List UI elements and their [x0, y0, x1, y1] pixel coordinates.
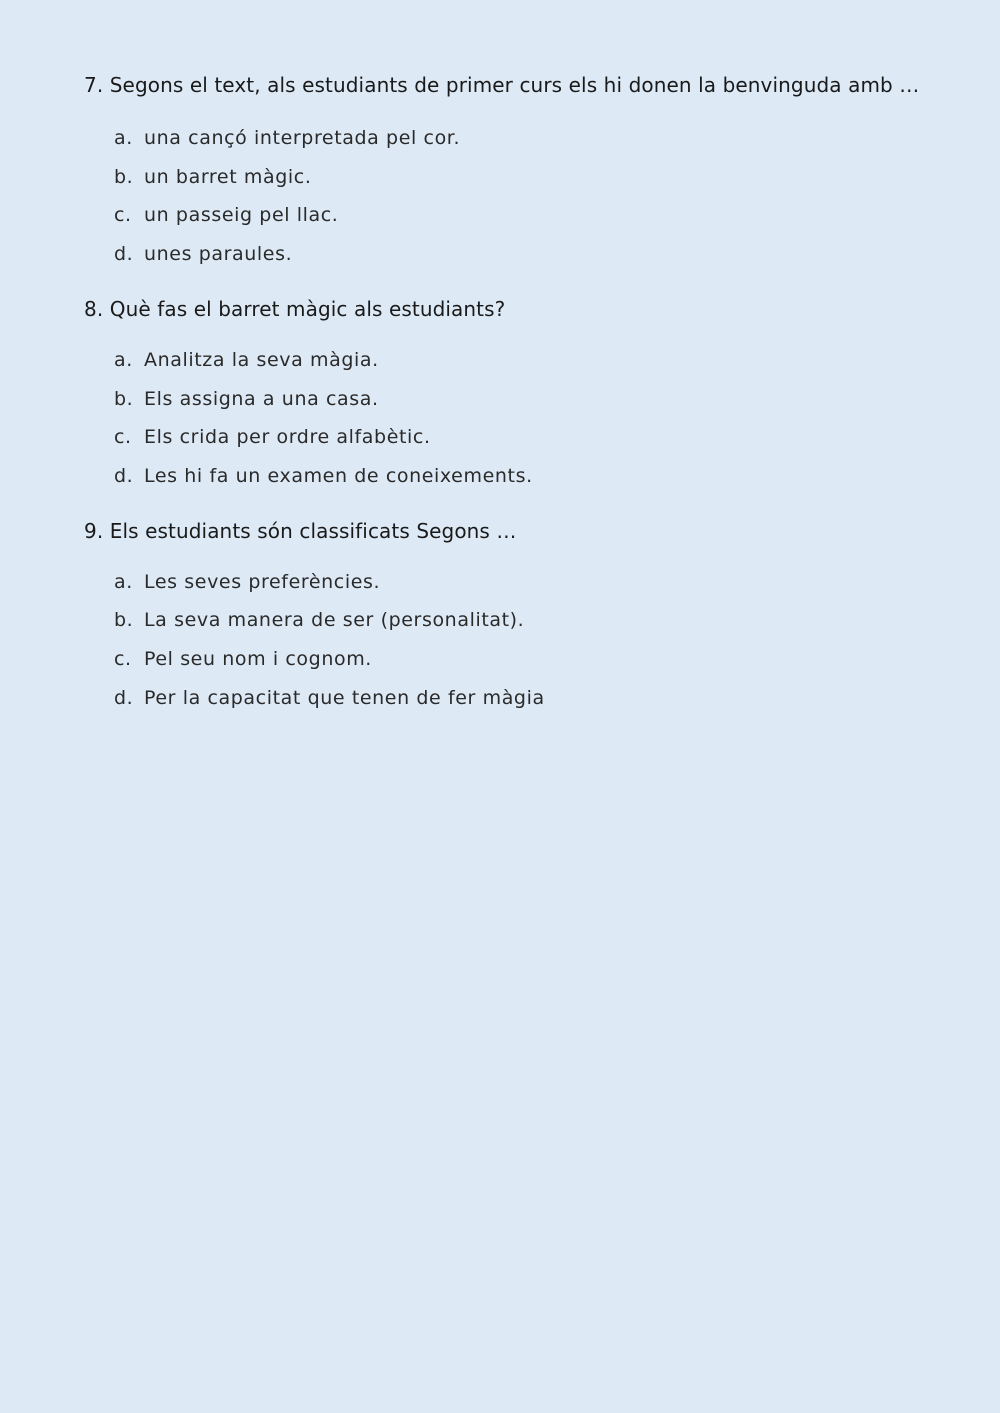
- question-text: 9. Els estudiants són classificats Segons …: [84, 518, 517, 543]
- option-letter: a.: [114, 348, 133, 371]
- option-letter: c.: [114, 426, 132, 449]
- option-letter: b.: [114, 609, 134, 632]
- option-text: un barret màgic.: [144, 165, 312, 188]
- option-c[interactable]: [114, 196, 920, 235]
- option-text: Les hi fa un examen de coneixements.: [144, 464, 533, 487]
- option-text: Els crida per ordre alfabètic.: [144, 426, 431, 449]
- option-text: Per la capacitat que tenen de fer màgia: [144, 686, 545, 709]
- option-text: unes paraules.: [144, 243, 293, 266]
- option-letter: c.: [114, 648, 132, 671]
- option-text: Pel seu nom i cognom.: [144, 648, 372, 671]
- option-text: La seva manera de ser (personalitat).: [144, 609, 525, 632]
- question-text: 8. Què fas el barret màgic als estudiants?: [84, 296, 506, 321]
- option-text: un passeig pel llac.: [144, 204, 339, 227]
- option-text: Els assigna a una casa.: [144, 387, 379, 410]
- option-c[interactable]: [114, 418, 920, 457]
- option-c[interactable]: [114, 640, 920, 679]
- option-text: Les seves preferències.: [144, 570, 381, 593]
- option-letter: d.: [114, 243, 134, 266]
- question-9: [84, 512, 920, 718]
- option-letter: c.: [114, 204, 132, 227]
- option-text: una cançó interpretada pel cor.: [144, 127, 461, 149]
- option-d[interactable]: [114, 457, 920, 496]
- option-d[interactable]: [114, 679, 920, 718]
- option-a[interactable]: [114, 341, 920, 380]
- option-letter: b.: [114, 387, 134, 410]
- options-list: [84, 341, 920, 496]
- option-b[interactable]: [114, 380, 920, 419]
- option-a[interactable]: [114, 119, 920, 158]
- option-a[interactable]: [114, 563, 920, 602]
- option-letter: d.: [114, 464, 134, 487]
- option-letter: d.: [114, 686, 134, 709]
- option-letter: a.: [114, 570, 133, 593]
- question-7: [84, 66, 920, 274]
- option-letter: a.: [114, 127, 133, 149]
- options-list: [84, 563, 920, 718]
- question-text: 7. Segons el text, als estudiants de primer curs els hi donen la benvinguda amb …: [84, 73, 920, 97]
- options-list: [84, 119, 920, 274]
- question-8: [84, 290, 920, 496]
- option-b[interactable]: [114, 158, 920, 197]
- option-d[interactable]: [114, 235, 920, 274]
- option-letter: b.: [114, 165, 134, 188]
- option-text: Analitza la seva màgia.: [144, 348, 379, 371]
- option-b[interactable]: [114, 601, 920, 640]
